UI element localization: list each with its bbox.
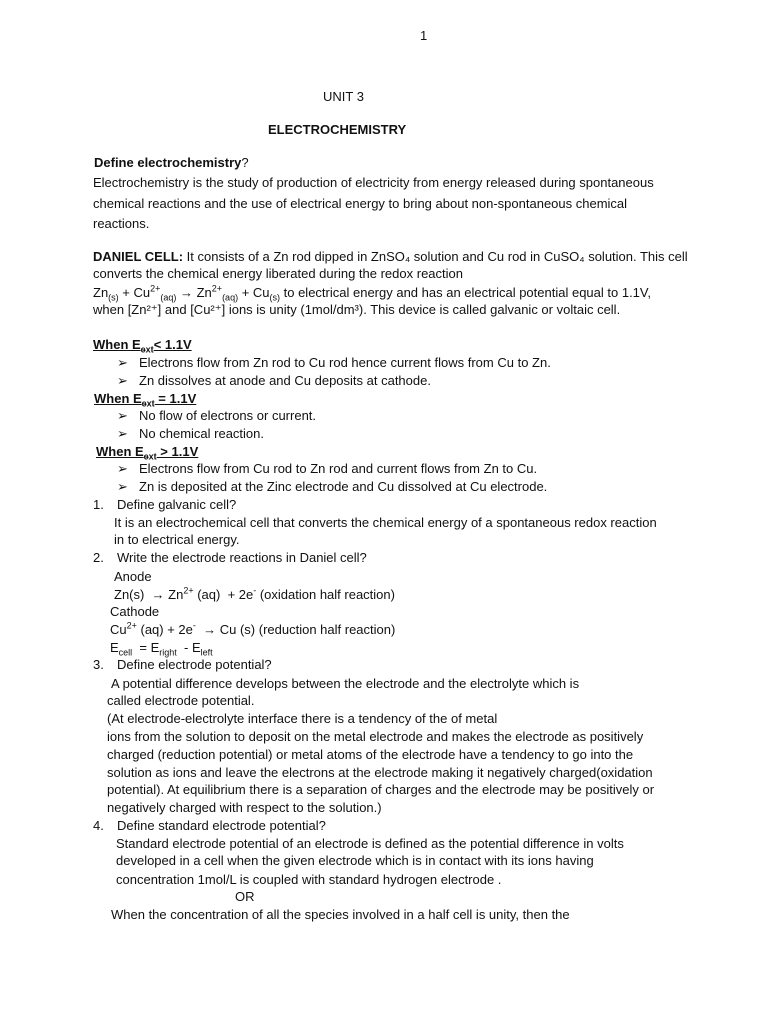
cathode-label: Cathode	[110, 604, 160, 619]
case-heading: When $E_{ext} = 1.1V$	[94, 391, 197, 409]
q4-answer: concentration 1mol/L is coupled with standard hydrogen electrode .	[116, 872, 502, 887]
intro-question	[94, 154, 249, 171]
list-item: ➢ Electrons flow from Cu rod to Zn rod and current flows from Zn to Cu.	[117, 461, 538, 476]
q2-number: 2.	[93, 550, 104, 565]
intro-line: Electrochemistry is the study of production of electricity from energy released during spontaneous	[93, 175, 654, 190]
anode-reaction: $Zn(s) \to Zn^{2+}$ (aq) + 2e- (oxidation half reaction)	[114, 585, 395, 602]
daniel-line	[93, 248, 688, 265]
q3-answer: A potential difference develops between the electrode and the electrolyte which is	[111, 676, 580, 691]
q3-answer: negatively charged with respect to the solution.)	[107, 800, 382, 815]
q4-answer: When the concentration of all the species involved in a half cell is unity, then the	[111, 907, 570, 922]
q3-number: 3.	[93, 657, 104, 672]
case-heading: When $E_{ext} > 1.1V$	[96, 444, 199, 462]
q1-number: 1.	[93, 497, 104, 512]
q3-question: Define electrode potential?	[117, 657, 272, 672]
q3-answer: potential). At equilibrium there is a separation of charges and the electrode may be positively or	[107, 782, 655, 797]
q4-question: Define standard electrode potential?	[117, 818, 326, 833]
list-item: ➢ Electrons flow from Zn rod to Cu rod hence current flows from Cu to Zn.	[117, 355, 551, 370]
q1-answer: in to electrical energy.	[114, 532, 240, 547]
daniel-line: when [Zn²⁺] and [Cu²⁺] ions is unity (1mol/dm³). This device is called galvanic or voltaic cell.	[93, 302, 621, 317]
intro-line: reactions.	[93, 216, 150, 231]
q3-answer: charged (reduction potential) or metal atoms of the electrode have a tendency to go into the	[107, 747, 634, 762]
or-separator: OR	[235, 889, 255, 904]
daniel-label: DANIEL CELL:	[93, 249, 184, 264]
q2-question: Write the electrode reactions in Daniel cell?	[117, 550, 367, 565]
arrow-bullet-icon: ➢	[117, 408, 128, 423]
page-title: ELECTROCHEMISTRY	[268, 122, 407, 137]
arrow-bullet-icon: ➢	[117, 355, 128, 370]
daniel-reaction-line: $Zn_{(s)} + Cu^{2+}_{(aq)} \to Zn^{2+}_{(aq)} + Cu_{(s)}$ to electrical energy and has an electrical potential equal to 1.1V,	[93, 283, 651, 303]
unit-heading: UNIT 3	[323, 89, 364, 104]
list-item: ➢ No chemical reaction.	[117, 426, 264, 441]
intro-question-text: Define electrochemistry	[94, 155, 242, 170]
anode-label: Anode	[114, 569, 152, 584]
q1-question: Define galvanic cell?	[117, 497, 237, 512]
case-heading: When $E_{ext}< 1.1V$	[93, 337, 192, 355]
daniel-line: converts the chemical energy liberated during the redox reaction	[93, 266, 463, 281]
q3-answer: called electrode potential.	[107, 693, 255, 708]
daniel-reaction-tail: to electrical energy and has an electrical potential equal to 1.1V,	[280, 285, 651, 300]
cathode-reaction: $Cu^{2+}$ (aq) + 2e- → Cu (s) (reduction half reaction)	[110, 620, 396, 637]
q1-answer: It is an electrochemical cell that converts the chemical energy of a spontaneous redox reaction	[114, 515, 657, 530]
q4-answer: developed in a cell when the given electrode which is in contact with its ions having	[116, 853, 594, 868]
list-item: ➢ Zn is deposited at the Zinc electrode and Cu dissolved at Cu electrode.	[117, 479, 548, 494]
ecell-formula: $E_{cell} = E_{right} - E_{left}$	[110, 640, 213, 658]
list-item: ➢ No flow of electrons or current.	[117, 408, 317, 423]
arrow-bullet-icon: ➢	[117, 479, 128, 494]
q3-answer: (At electrode-electrolyte interface there is a tendency of the of metal	[107, 711, 498, 726]
arrow-bullet-icon: ➢	[117, 461, 128, 476]
page-number: 1	[420, 28, 428, 43]
q4-number: 4.	[93, 818, 104, 833]
arrow-bullet-icon: ➢	[117, 373, 128, 388]
q3-answer: ions from the solution to deposit on the metal electrode and makes the electrode as positively	[107, 729, 644, 744]
arrow-bullet-icon: ➢	[117, 426, 128, 441]
intro-question-mark: ?	[241, 155, 249, 170]
q4-answer: Standard electrode potential of an electrode is defined as the potential difference in volts	[116, 836, 624, 851]
q3-answer: solution as ions and leave the electrons at the electrode making it negatively charged(oxidation	[107, 765, 653, 780]
list-item: ➢ Zn dissolves at anode and Cu deposits at cathode.	[117, 373, 431, 388]
daniel-text: It consists of a Zn rod dipped in ZnSO₄ solution and Cu rod in CuSO₄ solution. This cell	[183, 249, 688, 264]
intro-line: chemical reactions and the use of electrical energy to bring about non-spontaneous chemical	[93, 196, 628, 211]
